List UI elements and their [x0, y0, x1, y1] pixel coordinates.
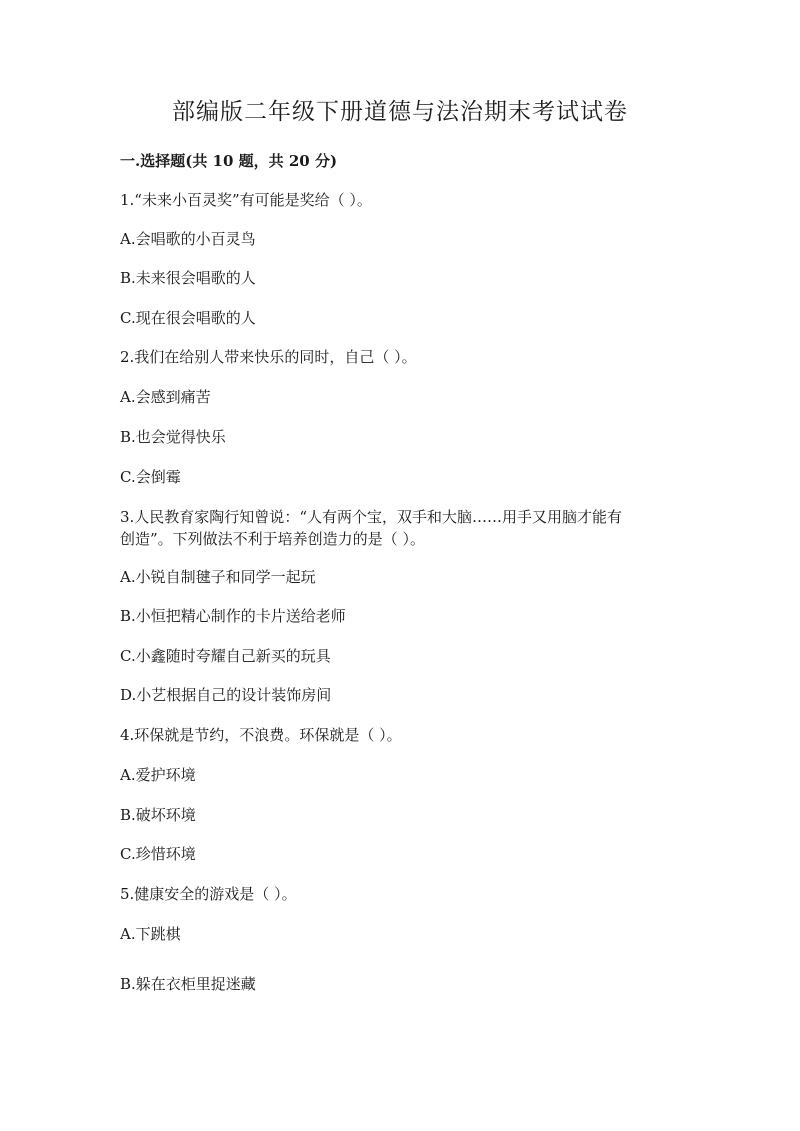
- exam-title: 部编版二年级下册道德与法治期末考试试卷: [172, 99, 628, 125]
- question-1-option-c: C.现在很会唱歌的人: [120, 309, 256, 327]
- question-5-stem: 5.健康安全的游戏是（ ）。: [120, 885, 297, 903]
- question-1-option-a: A.会唱歌的小百灵鸟: [120, 230, 256, 248]
- question-3-option-c: C.小鑫随时夸耀自己新买的玩具: [120, 647, 331, 665]
- question-3-option-d: D.小艺根据自己的设计装饰房间: [120, 686, 332, 704]
- question-2-option-a: A.会感到痛苦: [120, 388, 211, 406]
- question-2-option-b: B.也会觉得快乐: [120, 428, 226, 446]
- question-1-stem: 1.“未来小百灵奖”有可能是奖给（ ）。: [120, 191, 372, 209]
- question-1-option-b: B.未来很会唱歌的人: [120, 269, 256, 287]
- question-4-option-a: A.爱护环境: [120, 766, 196, 784]
- question-3-stem-line-1: 3.人民教育家陶行知曾说：“人有两个宝，双手和大脑……用手又用脑才能有: [120, 508, 622, 526]
- question-2-option-c: C.会倒霉: [120, 468, 181, 486]
- question-2-stem: 2.我们在给别人带来快乐的同时，自己（ ）。: [120, 348, 417, 366]
- question-3-option-a: A.小锐自制毽子和同学一起玩: [120, 568, 316, 586]
- question-5-option-a: A.下跳棋: [120, 925, 181, 943]
- question-5-option-b: B.躲在衣柜里捉迷藏: [120, 975, 256, 993]
- question-4-option-c: C.珍惜环境: [120, 845, 196, 863]
- question-3-stem-line-2: 创造”。下列做法不利于培养创造力的是（ ）。: [120, 530, 425, 548]
- question-4-option-b: B.破坏环境: [120, 806, 196, 824]
- section-heading: 一.选择题(共 10 题，共 20 分): [120, 152, 338, 170]
- question-3-option-b: B.小恒把精心制作的卡片送给老师: [120, 607, 346, 625]
- question-4-stem: 4.环保就是节约，不浪费。环保就是（ ）。: [120, 726, 402, 744]
